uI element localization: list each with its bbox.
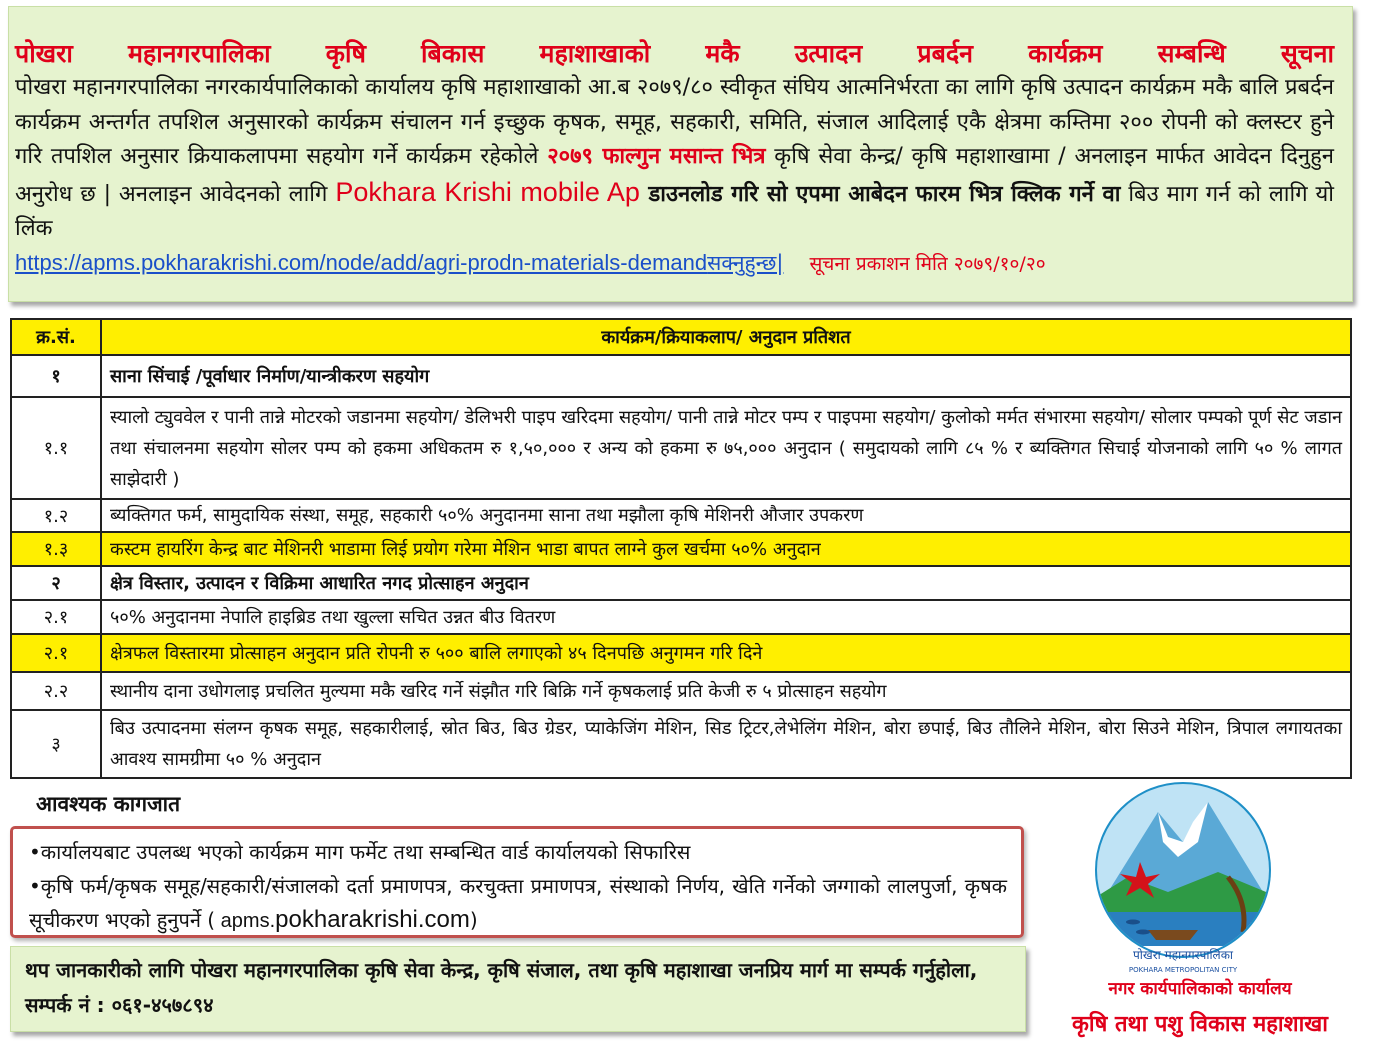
notice-text-1: पोखरा महानगरपालिका नगरकार्यपालिकाको कार्यालय कृषि महाशाखाको आ.ब २०७९/८० स्वीकृत संघिय आत्मनिर्भरता का लागि कृषि उत्पादन कार्यक्रम मकै बालि प्रबर्दन कार्यक्रम अन्तर्गत तपशिल अनुसारको कार्यक्रम संचालन गर्न इच्छुक कृषक, समूह, सहकारी, समिति, संजाल आदिलाई एकै क्षेत्रमा कम्तिमा २०० रोपनी को क्लस्टर हुने गरि तपशिल अनुसार क्रियाकलापमा सहयोग गर्ने कार्यक्रम रहेकोले	[15, 75, 1334, 169]
document-item: •कार्यालयबाट उपलब्ध भएको कार्यक्रम माग फर्मेट तथा सम्बन्धित वार्ड कार्यालयको सिफारिस	[29, 840, 691, 864]
header-program: कार्यक्रम/क्रियाकलाप/ अनुदान प्रतिशत	[101, 319, 1351, 355]
notice-text-3: बिउ माग गर्न को लागि यो लिंक	[15, 181, 1334, 241]
table-row	[11, 499, 1351, 532]
table-row	[11, 355, 1351, 397]
row-text: बिउ उत्पादनमा संलग्न कृषक समूह, सहकारीलाई, स्रोत बिउ, बिउ ग्रेडर, प्याकेजिंग मेशिन, सिड ट्रिटर,लेभेलिंग मेशिन, बोरा छपाई, बिउ तौलिने मेशिन, बोरा सिउने मेशिन, त्रिपाल लगायतका आवश्य सामग्रीमा ५० % अनुदान	[101, 710, 1351, 778]
table-row	[11, 600, 1351, 634]
demand-link[interactable]: https://apms.pokharakrishi.com/node/add/agri-prodn-materials-demand	[15, 249, 708, 275]
header-sn: क्र.सं.	[11, 319, 101, 355]
row-number: २	[11, 566, 101, 600]
document-item-text: •कृषि फर्म/कृषक समूह/सहकारी/संजालको दर्ता प्रमाणपत्र, करचुक्ता प्रमाणपत्र, संस्थाको निर्णय, खेति गर्नेको जग्गाको लालपुर्जा, कृषक सूचीकरण भएको हुनुपर्ने (	[29, 874, 1007, 932]
table-header-row	[11, 319, 1351, 355]
documents-box	[10, 826, 1024, 938]
table-row	[11, 710, 1351, 778]
document-close: )	[469, 908, 478, 932]
notice-title: पोखरा महानगरपालिका कृषि बिकास महाशाखाको मकै उत्पादन प्रबर्दन कार्यक्रम सम्बन्धि सूचना	[15, 39, 1334, 68]
row-text: क्षेत्र विस्तार, उत्पादन र विक्रिमा आधारित नगद प्रोत्साहन अनुदान	[101, 566, 1351, 600]
row-number: १.३	[11, 532, 101, 566]
row-text: साना सिंचाई /पूर्वाधार निर्माण/यान्त्रीकरण सहयोग	[101, 355, 1351, 397]
row-text: ५०% अनुदानमा नेपालि हाइब्रिड तथा खुल्ला सचित उन्नत बीउ वितरण	[101, 600, 1351, 634]
document-item	[29, 869, 1007, 938]
documents-title: आवश्यक कागजात	[36, 792, 181, 816]
row-number: १.२	[11, 499, 101, 532]
publish-date: सूचना प्रकाशन मिति २०७९/१०/२०	[809, 252, 1046, 275]
branch-name: कृषि तथा पशु विकास महाशाखा	[1072, 1012, 1328, 1037]
row-text: स्यालो ट्युववेल र पानी तान्ने मोटरको जडानमा सहयोग/ डेलिभरी पाइप खरिदमा सहयोग/ पानी तान्ने मोटर पम्प र पाइपमा सहयोग/ कुलोको मर्मत संभारमा सहयोग/ सोलार पम्पको पूर्ण सेट जडान तथा संचालनमा सहयोग सोलर पम्प को हकमा अधिकतम रु १,५०,००० र अन्य को हकमा रु ७५,००० अनुदान ( समुदायको लागि ८५ % र ब्यक्तिगत सिचाई योजनाको लागि ५० % लागत साझेदारी )	[101, 397, 1351, 499]
notice-text-2: कृषि सेवा केन्द्र/ कृषि महाशाखामा / अनलाइन मार्फत आवेदन दिनुहुन अनुरोध छ | अनलाइन आवेदनको लागि	[15, 144, 1334, 207]
logo-name-np: पोखरा महानगरपालिका	[1132, 948, 1234, 962]
table-row	[11, 566, 1351, 600]
table-row	[11, 397, 1351, 499]
app-name: Pokhara Krishi mobile Ap	[335, 176, 640, 207]
row-number: ३	[11, 710, 101, 778]
table-row	[11, 672, 1351, 710]
office-name: नगर कार्यपालिकाको कार्यालय	[1108, 979, 1292, 999]
row-number: २.२	[11, 672, 101, 710]
row-number: १	[11, 355, 101, 397]
pokhara-metropolitan-logo	[1088, 782, 1278, 972]
link-line	[15, 247, 1334, 280]
row-text: क्षेत्रफल विस्तारमा प्रोत्साहन अनुदान प्रति रोपनी रु ५०० बालि लगाएको ४५ दिनपछि अनुगमन गरि दिने	[101, 634, 1351, 672]
program-table	[10, 318, 1352, 779]
row-text: कस्टम हायरिंग केन्द्र बाट मेशिनरी भाडामा लिई प्रयोग गरेमा मेशिन भाडा बापत लाग्ने कुल खर्चमा ५०% अनुदान	[101, 532, 1351, 566]
table-row-highlighted	[11, 634, 1351, 672]
row-number: २.१	[11, 600, 101, 634]
row-text: स्थानीय दाना उधोगलाइ प्रचलित मुल्यमा मकै खरिद गर्ने संझौत गरि बिक्रि गर्ने कृषकलाई प्रति केजी रु ५ प्रोत्साहन सहयोग	[101, 672, 1351, 710]
notice-bold-text: डाउनलोड गरि सो एपमा आबेदन फारम भित्र क्लिक गर्ने वा	[639, 181, 1121, 207]
row-text: ब्यक्तिगत फर्म, सामुदायिक संस्था, समूह, सहकारी ५०% अनुदानमा साना तथा मझौला कृषि मेशिनरी औजार उपकरण	[101, 499, 1351, 532]
table-row-highlighted	[11, 532, 1351, 566]
document-site-prefix: apms.	[215, 910, 276, 932]
row-number: २.१	[11, 634, 101, 672]
notice-panel	[8, 6, 1353, 302]
document-site: pokharakrishi.com	[275, 906, 470, 933]
link-suffix: सक्नुहुन्छ|	[707, 250, 784, 275]
contact-box: थप जानकारीको लागि पोखरा महानगरपालिका कृषि सेवा केन्द्र, कृषि संजाल, तथा कृषि महाशाखा जनप्रिय मार्ग मा सम्पर्क गर्नुहोला, सम्पर्क नं : ०६१-४५७८९४	[10, 946, 1026, 1032]
logo-name-en: POKHARA METROPOLITAN CITY	[1128, 966, 1238, 972]
deadline: २०७९ फाल्गुन मसान्त भित्र	[547, 144, 766, 169]
notice-body	[15, 71, 1334, 247]
row-number: १.१	[11, 397, 101, 499]
